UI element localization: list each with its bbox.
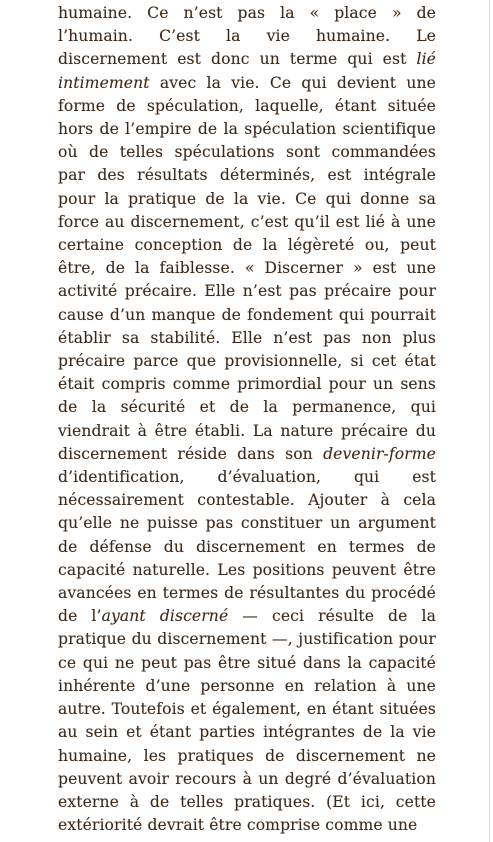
page-edge-divider — [489, 0, 490, 842]
italic-phrase-lie-intimement: lié intimement — [58, 50, 436, 92]
body-text-column — [58, 2, 436, 837]
italic-phrase-ayant-discerne: ayant discerné — [101, 607, 229, 626]
italic-phrase-devenir-forme: devenir-forme — [323, 444, 436, 463]
text-segment: humaine. Ce n’est pas la « place » de l’humain. C’est la vie humaine. Le discernement est donc un terme qui est — [58, 4, 436, 69]
text-segment: — ceci résulte de la pratique du discernement —, justification pour ce qui ne peut pas être situé dans la capacité inhérente d’une personne en relation à une autre. Toutefois et également, en étant situées au sein et étant parties intégrantes de la vie humaine, les pratiques de discernement ne peuvent avoir recours à un degré d’évaluation externe à de telles pratiques. (Et ici, cette extériorité devrait être comprise comme une — [58, 607, 436, 835]
body-paragraph — [58, 2, 436, 837]
text-segment: d’identification, d’évaluation, qui est nécessairement contestable. Ajouter à cela qu’elle ne puisse pas constituer un argument de défense du discernement en termes de capacité naturelle. Les positions peuvent être avancées en termes de résultantes du procédé de l’ — [58, 468, 436, 626]
text-segment: avec la vie. Ce qui devient une forme de spéculation, laquelle, étant située hors de l’empire de la spéculation scientifique où de telles spéculations sont commandées par des résultats déterminés, est intégrale pour la pratique de la vie. Ce qui donne sa force au discernement, c’est qu’il est lié à une certaine conception de la légèreté ou, peut être, de la faiblesse. « Discerner » est une activité précaire. Elle n’est pas précaire pour cause d’un manque de fondement qui pourrait établir sa stabilité. Elle n’est pas non plus précaire parce que provisionnelle, si cet état était compris comme primordial pour un sens de la sécurité et de la permanence, qui viendrait à être établi. La nature précaire du discernement réside dans son — [58, 73, 436, 463]
